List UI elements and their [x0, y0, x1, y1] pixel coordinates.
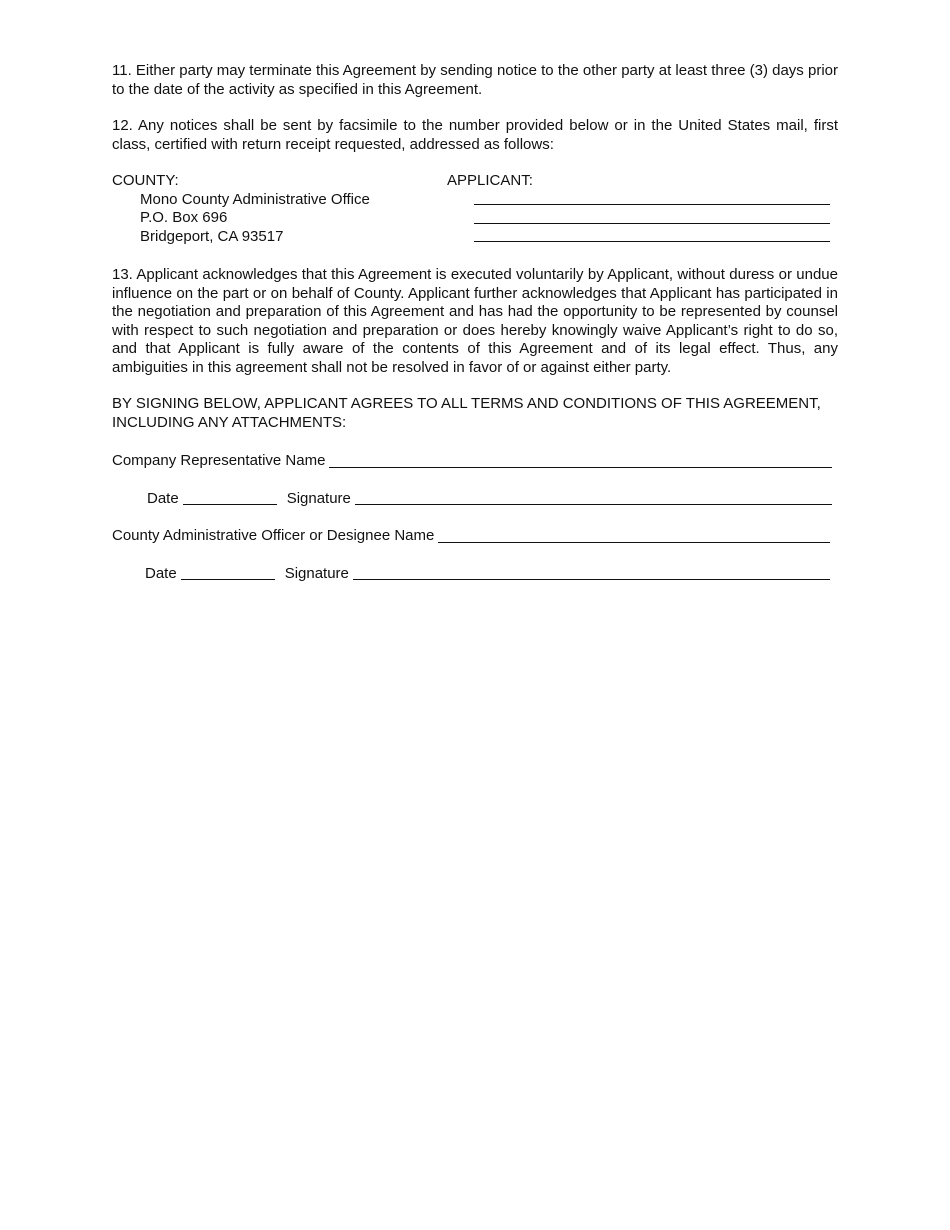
county-address-block	[112, 172, 370, 246]
applicant-address-line-3[interactable]	[474, 224, 830, 243]
county-label: COUNTY:	[112, 172, 179, 189]
county-officer-signature-field[interactable]	[353, 565, 830, 580]
county-officer-date-label: Date	[145, 564, 177, 582]
clause-12: 12. Any notices shall be sent by facsimile to the number provided below or in the United States mail, first class, certified with return receipt requested, addressed as follows:	[112, 117, 838, 153]
applicant-label: APPLICANT:	[447, 172, 533, 189]
applicant-address-block	[447, 172, 832, 246]
county-officer-name-field[interactable]	[438, 528, 830, 543]
company-rep-date-label: Date	[147, 489, 179, 507]
company-rep-signature-row	[112, 490, 838, 509]
agreement-acknowledgement-line-2: INCLUDING ANY ATTACHMENTS:	[112, 413, 347, 431]
notice-addresses	[112, 172, 838, 248]
clause-11: 11. Either party may terminate this Agreement by sending notice to the other party at least three (3) days prior to the date of the activity as specified in this Agreement.	[112, 62, 838, 98]
company-rep-signature-field[interactable]	[355, 490, 832, 505]
county-address-line-3: Bridgeport, CA 93517	[140, 227, 284, 245]
company-rep-date-field[interactable]	[183, 490, 277, 505]
county-officer-name-label: County Administrative Officer or Designee Name	[112, 527, 435, 544]
county-officer-signature-label: Signature	[284, 564, 349, 582]
clause-13: 13. Applicant acknowledges that this Agreement is executed voluntarily by Applicant, without duress or undue influence on the part or on behalf of County. Applicant further acknowledges that Applicant has participated in the negotiation and preparation of this Agreement and has had the opportunity to be represented by counsel with respect to such negotiation and preparation or does hereby knowingly waive Applicant’s right to do so, and that Applicant is fully aware of the contents of this Agreement and of its legal effect. Thus, any ambiguities in this agreement shall not be resolved in favor of or against either party.	[112, 266, 838, 376]
company-rep-name-row	[112, 452, 838, 471]
county-address-line-2: P.O. Box 696	[140, 209, 228, 226]
agreement-page	[112, 62, 838, 602]
company-rep-name-label: Company Representative Name	[112, 452, 326, 469]
county-address-line-1: Mono County Administrative Office	[140, 190, 370, 208]
agreement-acknowledgement	[112, 395, 838, 432]
county-officer-signature-row	[112, 565, 838, 584]
company-rep-signature-label: Signature	[286, 489, 351, 507]
company-rep-name-field[interactable]	[329, 453, 832, 468]
applicant-address-line-2[interactable]	[474, 205, 830, 224]
county-officer-date-field[interactable]	[181, 565, 275, 580]
agreement-acknowledgement-line-1: BY SIGNING BELOW, APPLICANT AGREES TO ALL TERMS AND CONDITIONS OF THIS AGREEMENT,	[112, 395, 821, 412]
applicant-address-line-1[interactable]	[474, 187, 830, 206]
county-officer-name-row	[112, 527, 838, 546]
